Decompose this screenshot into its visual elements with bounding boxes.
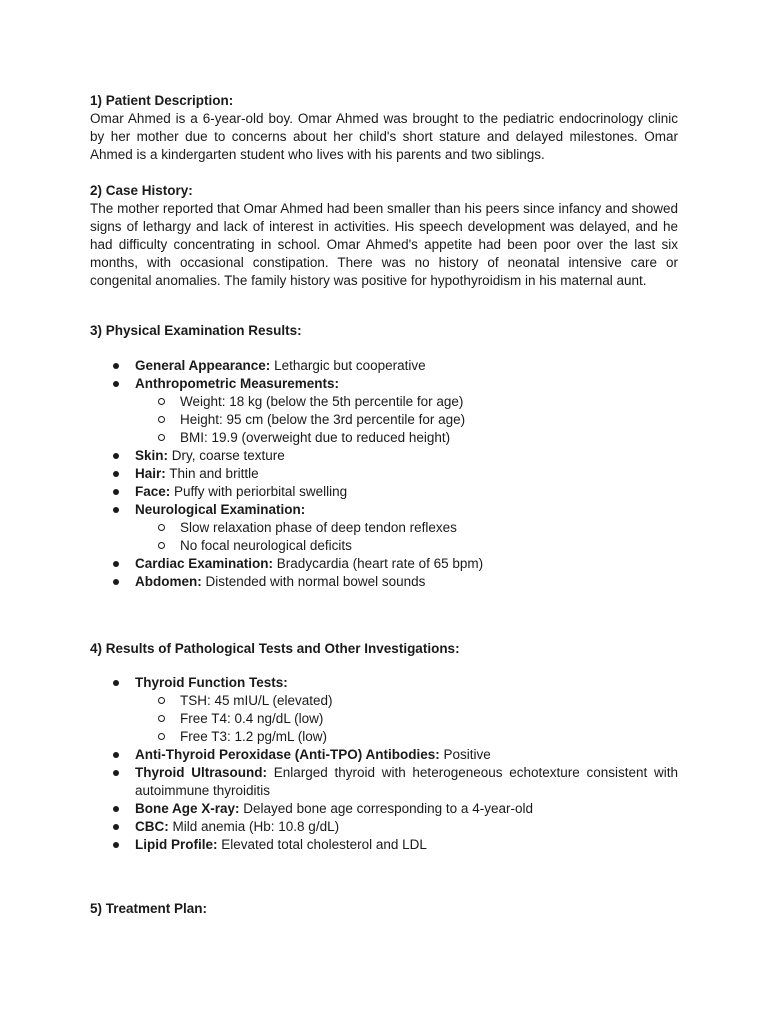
list-item-label: General Appearance:: [135, 358, 271, 373]
list-item: [90, 555, 678, 573]
list-item-text: [135, 674, 678, 692]
sub-list-item-text: BMI: 19.9 (overweight due to reduced height): [180, 430, 451, 445]
hollow-bullet-icon: [158, 542, 165, 549]
list-item-label: Anti-Thyroid Peroxidase (Anti-TPO) Antibodies:: [135, 747, 440, 762]
list-item-text: [135, 447, 678, 465]
physical-exam-list: [90, 357, 678, 591]
list-item-label: Hair:: [135, 466, 166, 481]
list-item: [90, 746, 678, 764]
list-item: [90, 357, 678, 375]
list-item-value: Mild anemia (Hb: 10.8 g/dL): [168, 819, 340, 834]
list-item-text: [135, 483, 678, 501]
treatment-plan-heading: 5) Treatment Plan:: [90, 901, 208, 916]
document-page: [90, 92, 678, 918]
sub-list: [135, 519, 678, 555]
list-item-value: Delayed bone age corresponding to a 4-year-old: [239, 801, 533, 816]
list-item-value: Puffy with periorbital swelling: [170, 484, 348, 499]
list-item-text: [135, 375, 678, 393]
bullet-icon: [113, 579, 119, 585]
sub-list-item-text: Height: 95 cm (below the 3rd percentile for age): [180, 412, 466, 427]
sub-list-item-text: Free T3: 1.2 pg/mL (low): [180, 729, 328, 744]
list-item-value: Distended with normal bowel sounds: [201, 574, 426, 589]
list-item-text: [135, 501, 678, 519]
patient-description-text: Omar Ahmed is a 6-year-old boy. Omar Ahmed was brought to the pediatric endocrinology clinic by her mother due to concerns about her child's short stature and delayed milestones. Omar Ahmed is a kindergarten student who lives with his parents and two siblings.: [90, 111, 678, 162]
list-item-label: Anthropometric Measurements:: [135, 376, 340, 391]
sub-list-item-text: No focal neurological deficits: [180, 538, 352, 553]
sub-list-item-text: Free T4: 0.4 ng/dL (low): [180, 711, 324, 726]
hollow-bullet-icon: [158, 715, 165, 722]
list-item-label: Abdomen:: [135, 574, 202, 589]
sub-list-item: [90, 692, 678, 710]
list-item-value: Dry, coarse texture: [168, 448, 285, 463]
hollow-bullet-icon: [158, 398, 165, 405]
list-item-value: Lethargic but cooperative: [270, 358, 426, 373]
hollow-bullet-icon: [158, 434, 165, 441]
case-history-heading: 2) Case History:: [90, 183, 193, 198]
bullet-icon: [113, 489, 119, 495]
sub-list-item: [90, 393, 678, 411]
list-item: [90, 674, 678, 746]
list-item: [90, 836, 678, 854]
list-item: [90, 800, 678, 818]
bullet-icon: [113, 471, 119, 477]
bullet-icon: [113, 507, 119, 513]
bullet-icon: [113, 363, 119, 369]
bullet-icon: [113, 453, 119, 459]
sub-list-item: [90, 411, 678, 429]
list-item-label: Cardiac Examination:: [135, 556, 274, 571]
list-item: [90, 465, 678, 483]
sub-list-item-text: Slow relaxation phase of deep tendon reflexes: [180, 520, 457, 535]
list-item-text: [135, 465, 678, 483]
bullet-icon: [113, 561, 119, 567]
list-item-value: Thin and brittle: [165, 466, 259, 481]
list-item-label: CBC:: [135, 819, 169, 834]
list-item: [90, 375, 678, 447]
list-item-label: Neurological Examination:: [135, 502, 306, 517]
list-item-label: Thyroid Ultrasound:: [135, 765, 267, 780]
hollow-bullet-icon: [158, 524, 165, 531]
sub-list-item: [90, 710, 678, 728]
list-item: [90, 764, 678, 800]
tests-heading: 4) Results of Pathological Tests and Other Investigations:: [90, 641, 460, 656]
hollow-bullet-icon: [158, 416, 165, 423]
list-item-text: [135, 746, 678, 764]
sub-list-item: [90, 728, 678, 746]
case-history-text: The mother reported that Omar Ahmed had been smaller than his peers since infancy and showed signs of lethargy and lack of interest in activities. His speech development was delayed, and he had difficulty concentrating in school. Omar Ahmed's appetite had been poor over the last six months, with occasional constipation. There was no history of neonatal intensive care or congenital anomalies. The family history was positive for hypothyroidism in his maternal aunt.: [90, 201, 678, 288]
bullet-icon: [113, 770, 119, 776]
sub-list-item: [90, 537, 678, 555]
list-item: [90, 501, 678, 555]
sub-list-item: [90, 519, 678, 537]
list-item-value: Enlarged thyroid with heterogeneous echotexture consistent with autoimmune thyroiditis: [135, 765, 678, 798]
bullet-icon: [113, 752, 119, 758]
list-item-value: Positive: [439, 747, 491, 762]
list-item-text: [135, 836, 678, 854]
list-item-text: [135, 573, 678, 591]
bullet-icon: [113, 806, 119, 812]
list-item-label: Face:: [135, 484, 171, 499]
list-item-text: [135, 764, 678, 800]
tests-list: [90, 674, 678, 854]
list-item: [90, 818, 678, 836]
sub-list-item-text: Weight: 18 kg (below the 5th percentile for age): [180, 394, 464, 409]
bullet-icon: [113, 842, 119, 848]
sub-list-item: [90, 429, 678, 447]
hollow-bullet-icon: [158, 733, 165, 740]
sub-list-item-text: TSH: 45 mIU/L (elevated): [180, 693, 333, 708]
list-item-value: Bradycardia (heart rate of 65 bpm): [273, 556, 484, 571]
bullet-icon: [113, 824, 119, 830]
list-item-text: [135, 800, 678, 818]
sub-list: [135, 692, 678, 746]
sub-list: [135, 393, 678, 447]
list-item-text: [135, 357, 678, 375]
bullet-icon: [113, 680, 119, 686]
list-item-value: Elevated total cholesterol and LDL: [217, 837, 427, 852]
list-item-label: Bone Age X-ray:: [135, 801, 240, 816]
hollow-bullet-icon: [158, 697, 165, 704]
list-item-label: Skin:: [135, 448, 169, 463]
list-item-text: [135, 818, 678, 836]
physical-exam-heading: 3) Physical Examination Results:: [90, 323, 302, 338]
list-item-label: Thyroid Function Tests:: [135, 675, 288, 690]
list-item: [90, 447, 678, 465]
list-item-text: [135, 555, 678, 573]
list-item: [90, 483, 678, 501]
list-item: [90, 573, 678, 591]
list-item-label: Lipid Profile:: [135, 837, 218, 852]
bullet-icon: [113, 381, 119, 387]
patient-description-heading: 1) Patient Description:: [90, 93, 234, 108]
